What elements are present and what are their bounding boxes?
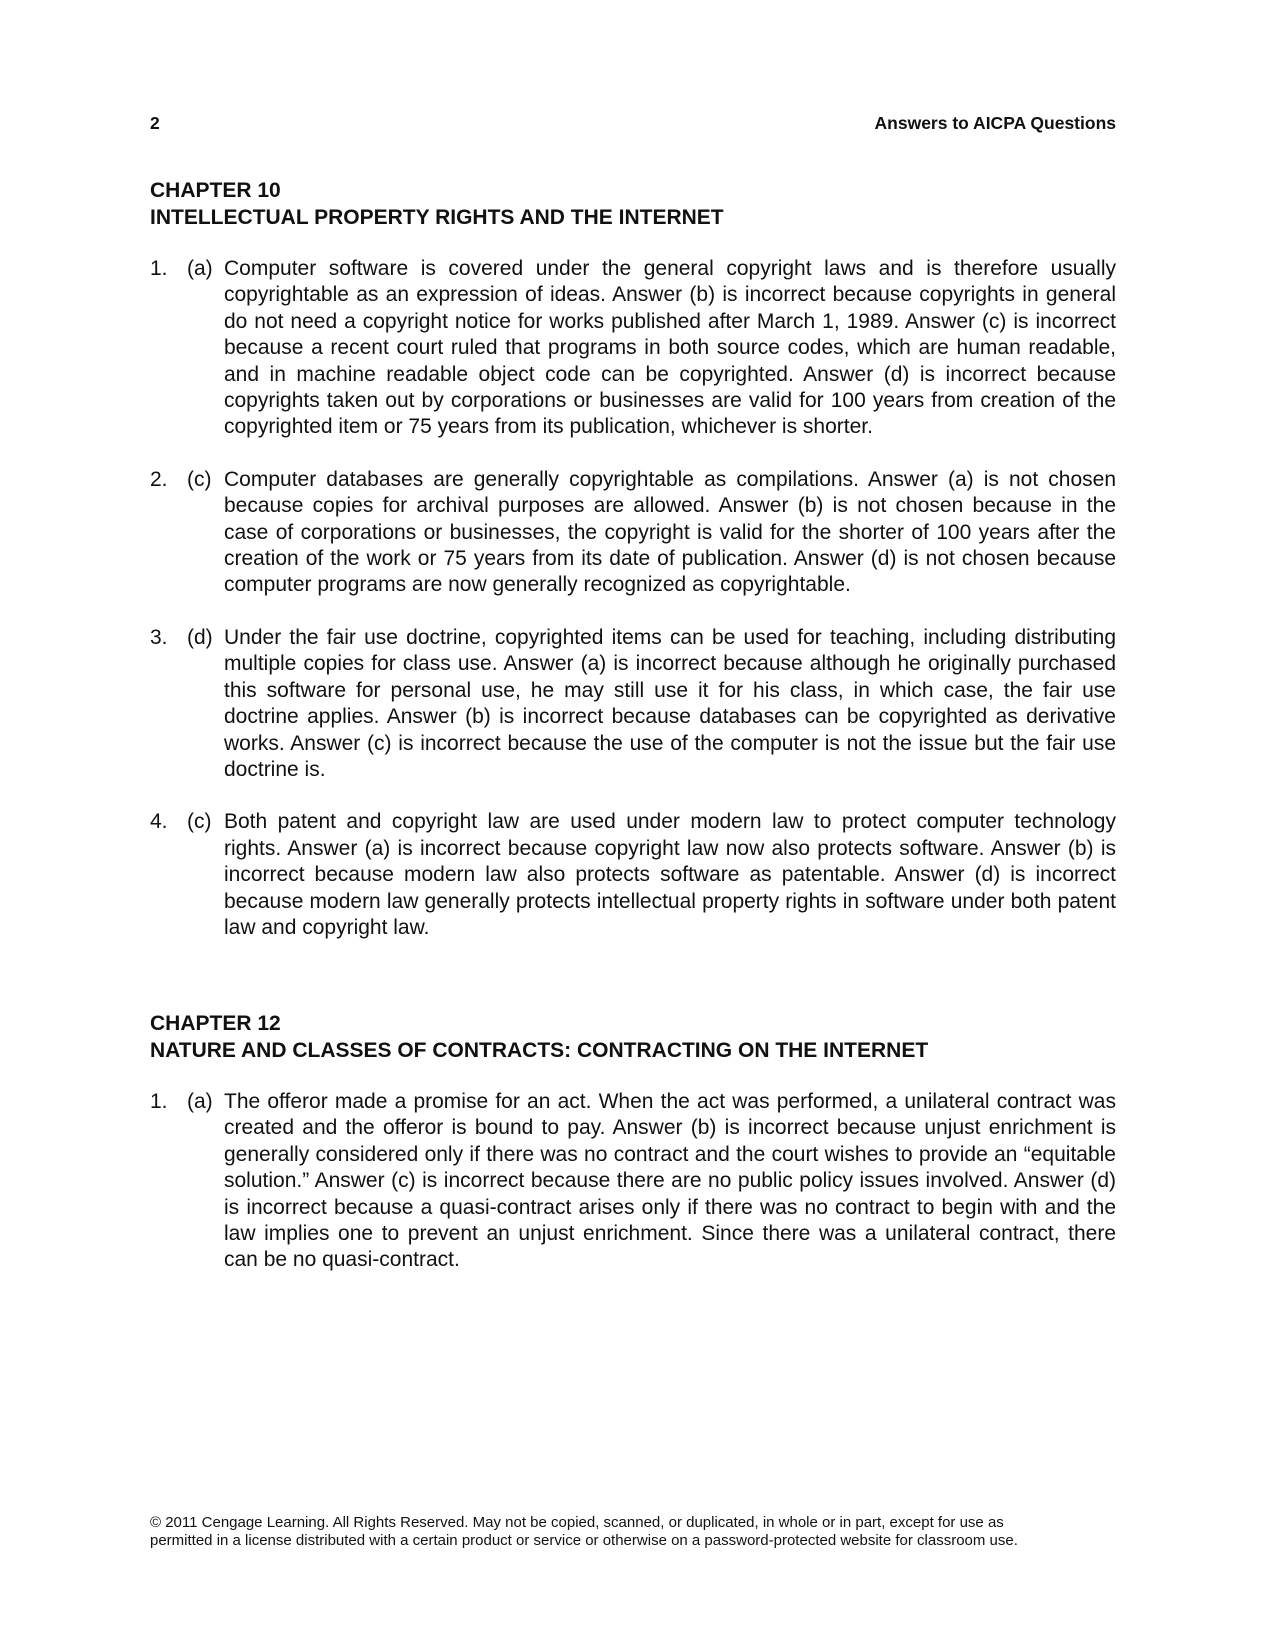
question-number: 1. <box>150 257 168 280</box>
answer-choice: (c) <box>187 810 212 834</box>
chapter-heading <box>150 1010 1116 1064</box>
answer-explanation: Both patent and copyright law are used under modern law to protect computer technology rights. Answer (a) is incorrect because copyright law now also protects software. Answer (b) is incorrect because modern law also protects software as patentable. Answer (d) is incorrect because modern law generally protects intellectual property rights in software under both patent law and copyright law. <box>224 810 1116 939</box>
chapter-title: INTELLECTUAL PROPERTY RIGHTS AND THE INTERNET <box>150 206 724 229</box>
question-item <box>150 467 1116 599</box>
question-number: 4. <box>150 810 168 834</box>
header-title: Answers to AICPA Questions <box>874 113 1116 133</box>
chapter-title: NATURE AND CLASSES OF CONTRACTS: CONTRACTING ON THE INTERNET <box>150 1039 929 1062</box>
question-item <box>150 809 1116 941</box>
chapter-12-section <box>150 1010 1116 1300</box>
answer-explanation: The offeror made a promise for an act. When the act was performed, a unilateral contract was created and the offeror is bound to pay. Answer (b) is incorrect because unjust enrichment is generally considered only if there was no contract and the court wishes to provide an “equitable solution.” Answer (c) is incorrect because there are no public policy issues involved. Answer (d) is incorrect because a quasi-contract arises only if there was no contract to begin with and the law implies one to prevent an unjust enrichment. Since there was a unilateral contract, there can be no quasi-contract. <box>224 1090 1116 1272</box>
copyright-footer <box>150 1514 1130 1550</box>
question-item <box>150 625 1116 783</box>
copyright-line: © 2011 Cengage Learning. All Rights Reserved. May not be copied, scanned, or duplicated, in whole or in part, except for use as <box>150 1514 1004 1531</box>
question-item <box>150 256 1116 441</box>
question-list <box>150 1089 1116 1274</box>
chapter-10-section <box>150 177 1116 967</box>
question-number: 2. <box>150 467 168 491</box>
answer-choice: (d) <box>187 625 213 649</box>
answer-choice: (a) <box>187 1090 213 1113</box>
question-number: 1. <box>150 1090 168 1113</box>
answer-explanation: Under the fair use doctrine, copyrighted items can be used for teaching, including distributing multiple copies for class use. Answer (a) is incorrect because although he originally purchased this software for personal use, he may still use it for his class, in which case, the fair use doctrine applies. Answer (b) is incorrect because databases can be copyrighted as derivative works. Answer (c) is incorrect because the use of the computer is not the issue but the fair use doctrine is. <box>224 625 1116 781</box>
answer-choice: (a) <box>187 257 213 280</box>
chapter-label: CHAPTER 12 <box>150 1012 281 1035</box>
chapter-label: CHAPTER 10 <box>150 179 281 202</box>
answer-explanation: Computer software is covered under the general copyright laws and is therefore usually copyrightable as an expression of ideas. Answer (b) is incorrect because copyrights in general do not need a copyright notice for works published after March 1, 1989. Answer (c) is incorrect because a recent court ruled that programs in both source codes, which are human readable, and in machine readable object code can be copyrighted. Answer (d) is incorrect because copyrights taken out by corporations or businesses are valid for 100 years from creation of the copyrighted item or 75 years from its publication, whichever is shorter. <box>224 257 1116 439</box>
page-number: 2 <box>150 113 160 133</box>
chapter-heading <box>150 177 1116 231</box>
answer-choice: (c) <box>187 467 212 491</box>
copyright-line: permitted in a license distributed with a certain product or service or otherwise on a password-protected website for classroom use. <box>150 1532 1018 1549</box>
answer-explanation: Computer databases are generally copyrightable as compilations. Answer (a) is not chosen because copies for archival purposes are allowed. Answer (b) is not chosen because in the case of corporations or businesses, the copyright is valid for the shorter of 100 years after the creation of the work or 75 years from its date of publication. Answer (d) is not chosen because computer programs are now generally recognized as copyrightable. <box>224 467 1116 597</box>
running-header <box>150 113 1116 137</box>
question-item <box>150 1089 1116 1274</box>
question-number: 3. <box>150 625 168 649</box>
question-list <box>150 256 1116 941</box>
